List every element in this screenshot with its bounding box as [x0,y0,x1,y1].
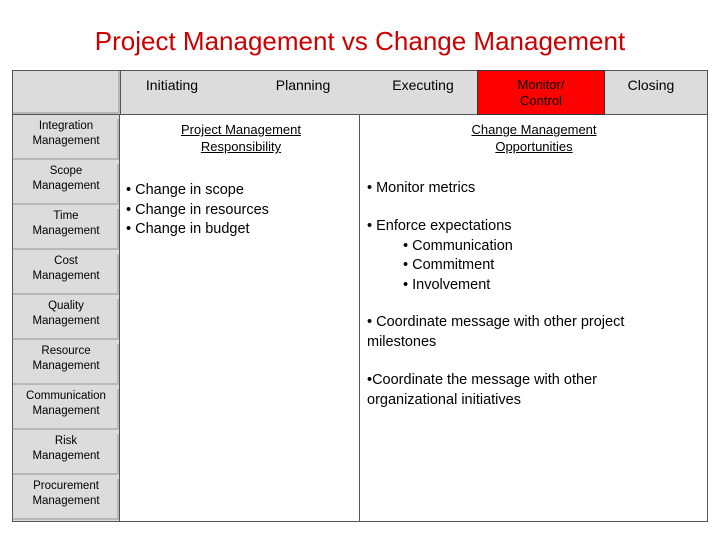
knowledge-area-scope [13,164,119,205]
cm-bullet-enforce-group [367,217,513,295]
cm-coordinate1-line1: • Coordinate message with other project [367,314,625,330]
phase-monitor-line1: Monitor/ [517,77,565,92]
knowledge-area-procurement [13,479,119,520]
cm-opportunities-heading [430,121,638,155]
ka-label-line2: Management [32,405,100,417]
ka-label-line1: Quality [48,300,84,312]
knowledge-area-communication [13,389,119,430]
ka-label-line2: Management [32,450,100,462]
phase-header-row [12,70,708,115]
ka-label-line2: Management [32,135,100,147]
ka-label-line1: Integration [38,120,94,132]
cm-heading-line2: Opportunities [495,139,573,154]
knowledge-area-resource [13,344,119,385]
cm-sub-involvement: • Involvement [403,276,491,293]
pm-bullet-budget: • Change in budget [126,221,250,237]
phase-planning: Planning [275,77,331,93]
cm-bullet-enforce: • Enforce expectations [367,218,512,234]
cm-bullet-monitor: • Monitor metrics [367,180,476,196]
cm-coordinate1-line2: milestones [367,333,437,350]
phase-header-corner [13,71,121,114]
cm-bullet-coordinate-project [367,313,624,352]
cm-sub-communication: • Communication [403,237,513,254]
knowledge-area-time [13,209,119,250]
knowledge-area-integration [13,119,119,160]
knowledge-area-column [12,115,120,522]
pm-bullet-list [126,181,269,240]
ka-label-line2: Management [32,270,100,282]
knowledge-area-quality [13,299,119,340]
phase-monitor-line2: Control [520,93,562,108]
pm-heading-line2: Responsibility [200,139,282,154]
ka-label-line2: Management [32,360,100,372]
pm-responsibility-heading [145,121,337,155]
ka-label-line1: Cost [54,255,78,267]
ka-label-line2: Management [32,225,100,237]
cm-coordinate2-line1: •Coordinate the message with other [367,372,597,388]
ka-label-line1: Risk [54,435,78,447]
ka-label-line1: Scope [49,165,83,177]
pm-heading-line1: Project Management [181,122,301,137]
ka-label-line1: Resource [41,345,91,357]
ka-label-line2: Management [32,495,100,507]
phase-initiating: Initiating [145,77,199,93]
knowledge-area-risk [13,434,119,475]
column-divider [359,115,360,522]
phase-executing: Executing [392,77,454,93]
knowledge-area-cost [13,254,119,295]
ka-label-line1: Time [53,210,79,222]
cm-heading-line1: Change Management [471,122,597,137]
cm-coordinate2-line2: organizational initiatives [367,391,521,408]
ka-label-line1: Communication [26,390,106,402]
cm-bullet-coordinate-org [367,371,597,410]
slide-title: Project Management vs Change Management [94,26,626,56]
phase-monitor-control [477,70,605,115]
pm-bullet-scope: • Change in scope [126,182,244,198]
ka-label-line2: Management [32,180,100,192]
ka-label-line1: Procurement [33,480,99,492]
cm-sub-commitment: • Commitment [403,257,495,273]
ka-label-line2: Management [32,315,100,327]
phase-closing: Closing [627,77,675,93]
pm-bullet-resources: • Change in resources [126,201,269,218]
